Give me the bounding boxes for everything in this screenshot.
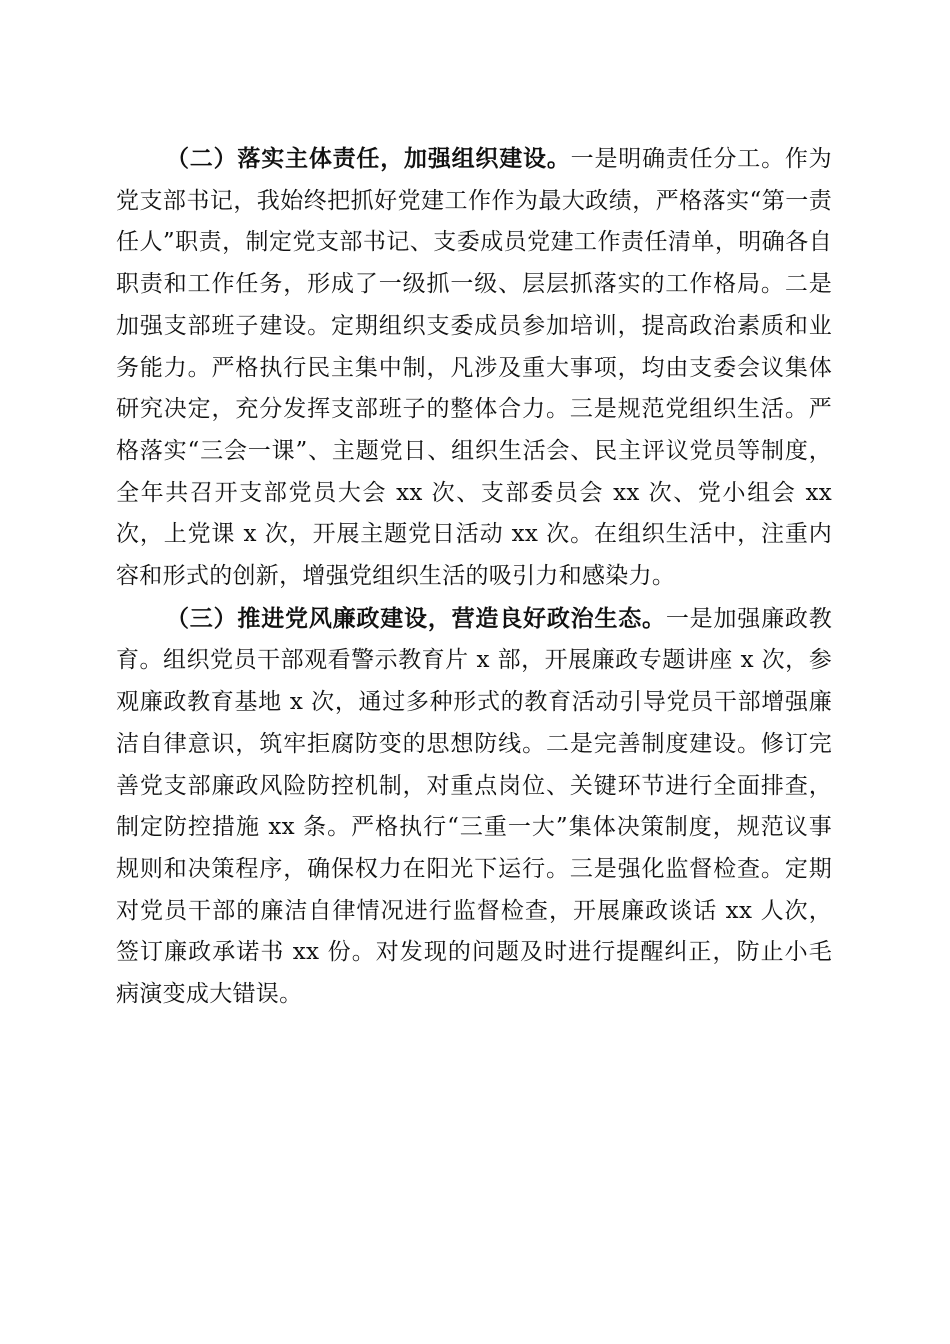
section-3-heading: （三）推进党风廉政建设，营造良好政治生态。 xyxy=(166,604,666,632)
section-3-paragraph xyxy=(116,598,832,1016)
section-2-paragraph xyxy=(116,138,832,598)
document-body xyxy=(116,138,832,1016)
section-2-body: 一是明确责任分工。作为党支部书记，我始终把抓好党建工作作为最大政绩，严格落实“第一责任人”职责，制定党支部书记、支委成员党建工作责任清单，明确各自职责和工作任务，形成了一级抓一级、层层抓落实的工作格局。二是加强支部班子建设。定期组织支委成员参加培训，提高政治素质和业务能力。严格执行民主集中制，凡涉及重大事项，均由支委会议集体研究决定，充分发挥支部班子的整体合力。三是规范党组织生活。严格落实“三会一课”、主题党日、组织生活会、民主评议党员等制度，全年共召开支部党员大会 xx 次、支部委员会 xx 次、党小组会 xx 次，上党课 x 次，开展主题党日活动 xx 次。在组织生活中，注重内容和形式的创新，增强党组织生活的吸引力和感染力。 xyxy=(116,146,832,590)
section-2-heading: （二）落实主体责任，加强组织建设。 xyxy=(166,145,571,172)
section-3-body: 一是加强廉政教育。组织党员干部观看警示教育片 x 部，开展廉政专题讲座 x 次，参观廉政教育基地 x 次，通过多种形式的教育活动引导党员干部增强廉洁自律意识，筑牢拒腐防变的思想防线。二是完善制度建设。修订完善党支部廉政风险防控机制，对重点岗位、关键环节进行全面排查，制定防控措施 xx 条。严格执行“三重一大”集体决策制度，规范议事规则和决策程序，确保权力在阳光下运行。三是强化监督检查。定期对党员干部的廉洁自律情况进行监督检查，开展廉政谈话 xx 人次，签订廉政承诺书 xx 份。对发现的问题及时进行提醒纠正，防止小毛病演变成大错误。 xyxy=(116,605,832,1008)
